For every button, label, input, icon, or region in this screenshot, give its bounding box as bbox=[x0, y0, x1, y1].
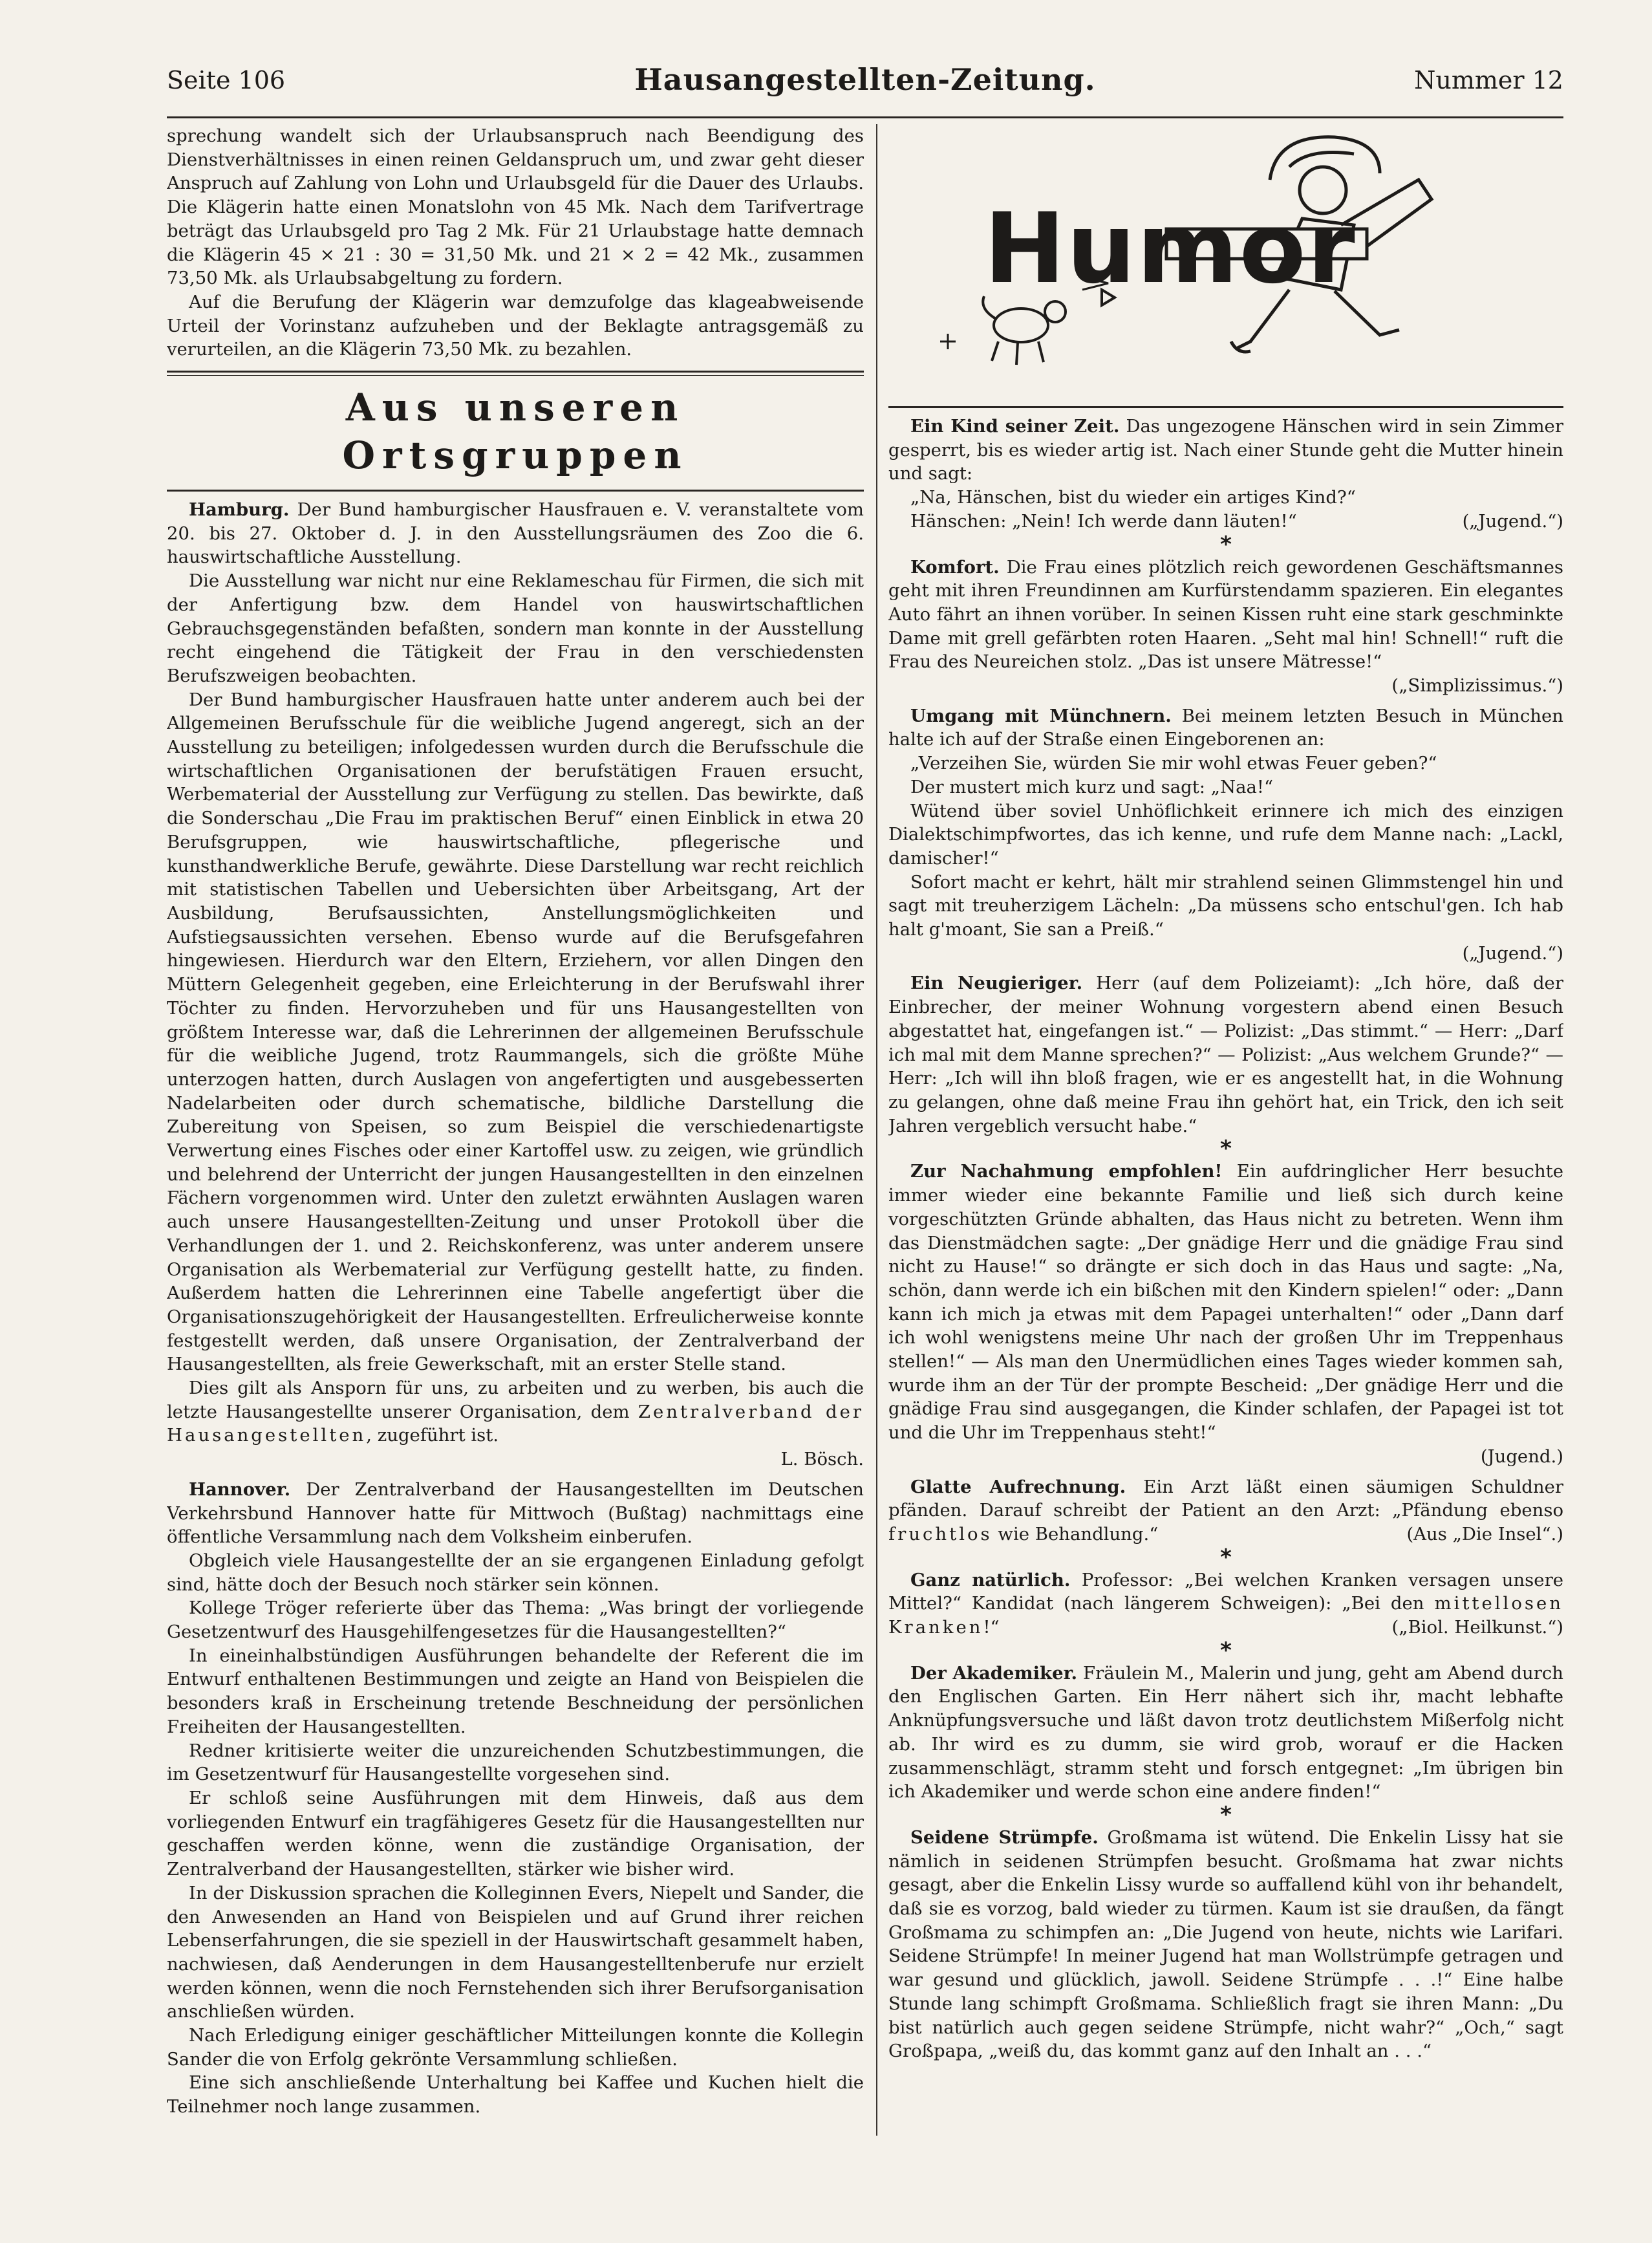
hamburg-report bbox=[167, 498, 864, 569]
report-paragraph: Redner kritisierte weiter die unzureichenden Schutzbestimmungen, die im Gesetzentwurf für Hausangestellte vorgesehen sind. bbox=[167, 1740, 864, 1785]
joke-title: Seidene Strümpfe. bbox=[910, 1826, 1099, 1848]
article-continuation: sprechung wandelt sich der Urlaubsanspruch nach Beendigung des Dienstverhältnisses in einen reinen Geldanspruch um, und zwar geht dieser Anspruch auf Zahlung von Lohn und Urlaubsgeld für die Dauer des Urlaubs. Die Klägerin hatte einen Monatslohn von 45 Mk. Nach dem Tarifvertrage beträgt das Urlaubsgeld pro Tag 2 Mk. Für 21 Urlaubstage hatte demnach die Klägerin 45 × 21 : 30 = 31,50 Mk. und 21 × 2 = 42 Mk., zusammen 73,50 Mk. als Urlaubsabgeltung zu fordern. bbox=[167, 125, 864, 289]
report-paragraph: Er schloß seine Ausführungen mit dem Hinweis, daß aus dem vorliegenden Entwurf ein tragfähigeres Gesetz für die Hausangestellten nur geschaffen werden könne, wenn die zuständige Organisation, der Zentralverband der Hausangestellten, stärker wie bisher wird. bbox=[167, 1788, 864, 1880]
page-number: Seite 106 bbox=[167, 66, 286, 94]
report-paragraph: Der Bund hamburgischer Hausfrauen hatte unter anderem auch bei der Allgemeinen Berufsschule für die weibliche Jugend angeregt, sich an der Ausstellung zu beteiligen; infolgedessen wurden durch die Berufsschule die wirtschaftlichen Organisationen der berufstätigen Frauen ersucht, Werbematerial der Ausstellung zur Verfügung zu stellen. Das bewirkte, daß die Sonderschau „Die Frau im praktischen Beruf“ einen Einblick in etwa 20 Berufsgruppen, wie hauswirtschaftliche, pflegerische und kunsthandwerkliche Berufe, gewährte. Diese Darstellung war recht reichlich mit statistischen Tabellen und Uebersichten über Arbeitsgang, Art der Ausbildung, Berufsaussichten, Anstellungsmöglichkeiten und Aufstiegsaussichten versehen. Ebenso wurde auf die Berufsgefahren hingewiesen. Hierdurch war den Eltern, Erziehern, vor allen Dingen den Müttern Gelegenheit gegeben, eine Erleichterung in der Berufswahl ihrer Töchter zu finden. Hervorzuheben und für uns Hausangestellten von größtem Interesse war, daß die Lehrerinnen der allgemeinen Berufsschule für die weibliche Jugend, trotz Raummangels, sich die größte Mühe unterzogen hatten, durch Auslagen von angefertigten und ausgebesserten Nadelarbeiten oder durch schematische, bildliche Darstellung die Zubereitung von Speisen, so zum Beispiel die verschiedenartigste Verwertung eines Fisches oder einer Kartoffel usw. zu zeigen, wie gründlich und belehrend der Unterricht der jungen Hausangestellten in den einzelnen Fächern vorgenommen wird. Unter den zuletzt erwähnten Auslagen waren auch unsere Hausangestellten-Zeitung und unser Protokoll über die Verhandlungen der 1. und 2. Reichskonferenz, was unter anderem unsere Organisation als Werbematerial zur Verfügung gestellt hatte, zu finden. Außerdem hatten die Lehrerinnen eine Tabelle angefertigt über die Organisationszugehörigkeit der Hausangestellten. Erfreulicherweise konnte festgestellt werden, daß unsere Organisation, der Zentralverband der Hausangestellten, als freie Gewerkschaft, mit an erster Stelle stand. bbox=[167, 689, 864, 1375]
joke-line: „Verzeihen Sie, würden Sie mir wohl etwas Feuer geben?“ bbox=[910, 753, 1437, 774]
report-paragraph: Die Ausstellung war nicht nur eine Reklameschau für Firmen, die sich mit der Anfertigung bzw. dem Handel von hauswirtschaftlichen Gebrauchsgegenständen befaßten, sondern man konnte in der Ausstellung recht eingehend die Tätigkeit der Frau in den verschiedensten Berufszweigen beobachten. bbox=[167, 570, 864, 686]
city-heading: Hannover. bbox=[189, 1479, 291, 1500]
joke-item bbox=[888, 415, 1563, 486]
humor-title: Humor bbox=[984, 193, 1357, 305]
joke-line: Sofort macht er kehrt, hält mir strahlend seinen Glimmstengel hin und sagt mit treuherzigem Lächeln: „Da müssens scho entschul'gen. Ich hab halt g'moant, Sie san a Preiß.“ bbox=[888, 871, 1563, 940]
newspaper-title: Hausangestellten-Zeitung. bbox=[634, 62, 1096, 97]
joke-item bbox=[888, 1662, 1563, 1804]
report-text: Dies gilt als Ansporn für uns, zu arbeiten und zu werben, bis auch die letzte Hausangestellte unserer Organisation, dem bbox=[167, 1378, 864, 1422]
hannover-report bbox=[167, 1478, 864, 1549]
separator-star: * bbox=[1220, 531, 1232, 558]
joke-line bbox=[888, 510, 1563, 534]
joke-source: („Jugend.“) bbox=[1462, 942, 1563, 964]
city-heading: Hamburg. bbox=[189, 499, 290, 521]
joke-item bbox=[888, 1826, 1563, 2063]
joke-source: („Jugend.“) bbox=[1462, 510, 1563, 532]
joke-item bbox=[888, 1160, 1563, 1444]
joke-title: Komfort. bbox=[910, 556, 1000, 578]
joke-text: Herr (auf dem Polizeiamt): „Ich höre, daß der Einbrecher, der meiner Wohnung vorgestern abend einen Besuch abgestattet hat, eingefangen ist.“ — Polizist: „Das stimmt.“ — Herr: „Darf ich mal mit dem Manne sprechen?“ — Polizist: „Aus welchem Grunde?“ — Herr: „Ich will ihn bloß fragen, wie er es angestellt hat, in die Wohnung zu gelangen, ohne daß meine Frau ihn gehört hat, ein Trick, den ich seit Jahren vergeblich versucht habe.“ bbox=[888, 973, 1563, 1136]
joke-source: („Biol. Heilkunst.“) bbox=[1391, 1617, 1563, 1638]
joke-line: Der mustert mich kurz und sagt: „Naa!“ bbox=[910, 776, 1273, 797]
left-column bbox=[167, 124, 864, 2155]
joke-source: (Jugend.) bbox=[1480, 1446, 1563, 1467]
report-paragraph: Obgleich viele Hausangestellte der an sie ergangenen Einladung gefolgt sind, hätte doch der Besuch noch stärker sein können. bbox=[167, 1550, 864, 1595]
joke-title: Umgang mit Münchnern. bbox=[910, 705, 1172, 726]
issue-number: Nummer 12 bbox=[1414, 66, 1563, 94]
emphasized-name: Zentralverband der Hausangestellten bbox=[167, 1401, 864, 1446]
report-paragraph: In der Diskussion sprachen die Kolleginnen Evers, Niepelt und Sander, die den Anwesenden an Hand von Beispielen und auf Grund ihrer reichen Lebenserfahrungen, die sie speziell in der Hauswirtschaft gesammelt haben, nachwiesen, daß Aenderungen in dem Hausangestelltenberufe nur erzielt werden können, wenn die noch Fernstehenden sich ihrer Berufsorganisation anschließen würden. bbox=[167, 1882, 864, 2022]
joke-item bbox=[888, 1475, 1563, 1546]
joke-title: Glatte Aufrechnung. bbox=[910, 1476, 1126, 1497]
joke-text: Die Frau eines plötzlich reich gewordenen Geschäftsmannes geht mit ihren Freundinnen am Kurfürstendamm spazieren. Ein elegantes Auto fährt an ihnen vorüber. In seinen Kissen ruht eine stark geschminkte Dame mit grell gefärbten roten Haaren. „Seht mal hin! Schnell!“ ruft die Frau des Neureichen stolz. „Das ist unsere Mätresse!“ bbox=[888, 556, 1563, 673]
joke-title: Zur Nachahmung empfohlen! bbox=[910, 1161, 1223, 1182]
report-paragraph: Kollege Tröger referierte über das Thema: „Was bringt der vorliegende Gesetzentwurf des Hausgehilfengesetzes für die Hausangestellten?“ bbox=[167, 1598, 864, 1643]
joke-item bbox=[888, 971, 1563, 1138]
section-rule bbox=[167, 490, 864, 492]
article-continuation: Auf die Berufung der Klägerin war demzufolge das klageabweisende Urteil der Vorinstanz aufzuheben und der Beklagte antragsgemäß zu verurteilen, an die Klägerin 73,50 Mk. zu bezahlen. bbox=[167, 291, 864, 360]
report-paragraph: In eineinhalbstündigen Ausführungen behandelte der Referent die im Entwurf enthaltenen Bestimmungen und zeigte an Hand von Beispielen die besonders kraß in Erscheinung tretende Beschneidung der persönlichen Freiheiten der Hausangestellten. bbox=[167, 1645, 864, 1737]
joke-text: Hänschen: „Nein! Ich werde dann läuten!“ bbox=[910, 510, 1297, 532]
report-text: Der Bund hamburgischer Hausfrauen e. V. veranstaltete vom 20. bis 27. Oktober d. J. in den Ausstellungsräumen des Zoo die 6. hauswirtschaftliche Ausstellung. bbox=[167, 499, 864, 568]
joke-text: Ein Arzt läßt einen säumigen Schuldner pfänden. Darauf schreibt der Patient an den Arzt: „Pfändung ebenso bbox=[888, 1476, 1563, 1521]
joke-text: Bei meinem letzten Besuch in München halte ich auf der Straße einen Eingeborenen an: bbox=[888, 705, 1563, 750]
report-text: , zugeführt ist. bbox=[366, 1425, 499, 1446]
joke-text: wie Behandlung.“ bbox=[992, 1523, 1159, 1544]
report-paragraph bbox=[167, 1376, 864, 1447]
humor-banner bbox=[888, 128, 1563, 397]
joke-source: („Simplizissimus.“) bbox=[1391, 675, 1563, 697]
running-head bbox=[167, 62, 1563, 105]
joke-line: „Na, Hänschen, bist du wieder ein artiges Kind?“ bbox=[910, 487, 1356, 508]
signature: L. Bösch. bbox=[780, 1449, 864, 1470]
column-divider bbox=[876, 124, 877, 2136]
separator-star: * bbox=[1220, 1544, 1232, 1570]
right-column bbox=[888, 124, 1563, 2155]
section-rule bbox=[167, 371, 864, 376]
joke-title: Ganz natürlich. bbox=[910, 1569, 1071, 1590]
joke-text: Fräulein M., Malerin und jung, geht am Abend durch den Englischen Garten. Ein Herr nähert sich ihr, macht lebhafte Anknüpfungsversuche und läßt davon trotz deutlichstem Mißerfolg nicht ab. Ihr wird es zu dumm, sie wird grob, worauf er die Hacken zusammenschlägt, stramm steht und forsch entgegnet: „Im übrigen bin ich Akademiker und werde schon eine andere finden!“ bbox=[888, 1662, 1563, 1803]
separator-star: * bbox=[1220, 1637, 1232, 1663]
joke-item bbox=[888, 1568, 1563, 1640]
joke-text: !“ bbox=[983, 1617, 1000, 1638]
header-rule bbox=[167, 116, 1563, 118]
joke-text: Professor: „Bei welchen Kranken versagen unsere Mittel?“ Kandidat (nach längerem Schweigen): „Bei den bbox=[888, 1569, 1563, 1614]
joke-item bbox=[888, 556, 1563, 675]
joke-item bbox=[888, 704, 1563, 752]
joke-text: Das ungezogene Hänschen wird in sein Zimmer gesperrt, bis es wieder artig ist. Nach einer Stunde geht die Mutter hinein und sagt: bbox=[888, 416, 1563, 484]
joke-title: Ein Neugieriger. bbox=[910, 973, 1083, 994]
joke-title: Der Akademiker. bbox=[910, 1662, 1078, 1684]
emphasized-word: mittellosen Kranken bbox=[888, 1593, 1563, 1638]
report-paragraph: Eine sich anschließende Unterhaltung bei Kaffee und Kuchen hielt die Teilnehmer noch lange zusammen. bbox=[167, 2072, 864, 2118]
separator-star: * bbox=[1220, 1136, 1232, 1162]
section-title: Aus unseren Ortsgruppen bbox=[342, 385, 689, 478]
report-paragraph: Nach Erledigung einiger geschäftlicher Mitteilungen konnte die Kollegin Sander die von Erfolg gekrönte Versammlung schließen. bbox=[167, 2025, 864, 2070]
joke-source: (Aus „Die Insel“.) bbox=[1406, 1523, 1563, 1544]
separator-star: * bbox=[1220, 1801, 1232, 1828]
joke-title: Ein Kind seiner Zeit. bbox=[910, 416, 1120, 437]
section-rule bbox=[888, 406, 1563, 408]
joke-text: Großmama ist wütend. Die Enkelin Lissy hat sie nämlich in seidenen Strümpfen besucht. Großmama hat zwar nichts gesagt, aber die Enkelin Lissy wurde so auffallend kühl von ihr behandelt, daß sie es vorzog, bald wieder zu türmen. Kaum ist sie draußen, da fängt Großmama zu schimpfen an: „Die Jugend von heute, nichts wie Larifari. Seidene Strümpfe! In meiner Jugend hat man Wollstrümpfe getragen und war gesund und glücklich, jawoll. Seidene Strümpfe . . .!“ Eine halbe Stunde lang schimpft Großmama. Schließlich fragt sie ihren Mann: „Du bist natürlich auch gegen seidene Strümpfe, nicht wahr?“ „Och,“ sagt Großpapa, „weiß du, das kommt ganz auf den Inhalt an . . .“ bbox=[888, 1826, 1563, 2062]
joke-text: Ein aufdringlicher Herr besuchte immer wieder eine bekannte Familie und ließ sich durch keine vorgeschützten Gründe abhalten, das Haus nicht zu betreten. Wenn ihm das Dienstmädchen sagte: „Der gnädige Herr und die gnädige Frau sind nicht zu Hause!“ so drängte er sich doch in das Haus und sagte: „Na, schön, dann werde ich ein bißchen mit den Kindern spielen!“ oder: „Dann kann ich mich ja etwas mit dem Papagei unterhalten!“ oder „Dann darf ich wohl wenigstens meine Uhr nach der großen Uhr im Treppenhaus stellen!“ — Als man den Unermüdlichen eines Tages wieder kommen sah, wurde ihm an der Tür der prompte Bescheid: „Der gnädige Herr und die gnädige Frau sind ausgegangen, die Kinder schlafen, der Papagei ist tot und die Uhr im Treppenhaus steht!“ bbox=[888, 1161, 1563, 1444]
joke-line: Wütend über soviel Unhöflichkeit erinnere ich mich des einzigen Dialektschimpfwortes, das ich kenne, und rufe dem Manne nach: „Lackl, damischer!“ bbox=[888, 800, 1563, 869]
emphasized-word: fruchtlos bbox=[888, 1523, 992, 1544]
report-text: Der Zentralverband der Hausangestellten im Deutschen Verkehrsbund Hannover hatte für Mittwoch (Bußtag) nachmittags eine öffentliche Versammlung nach dem Volksheim einberufen. bbox=[167, 1479, 864, 1548]
